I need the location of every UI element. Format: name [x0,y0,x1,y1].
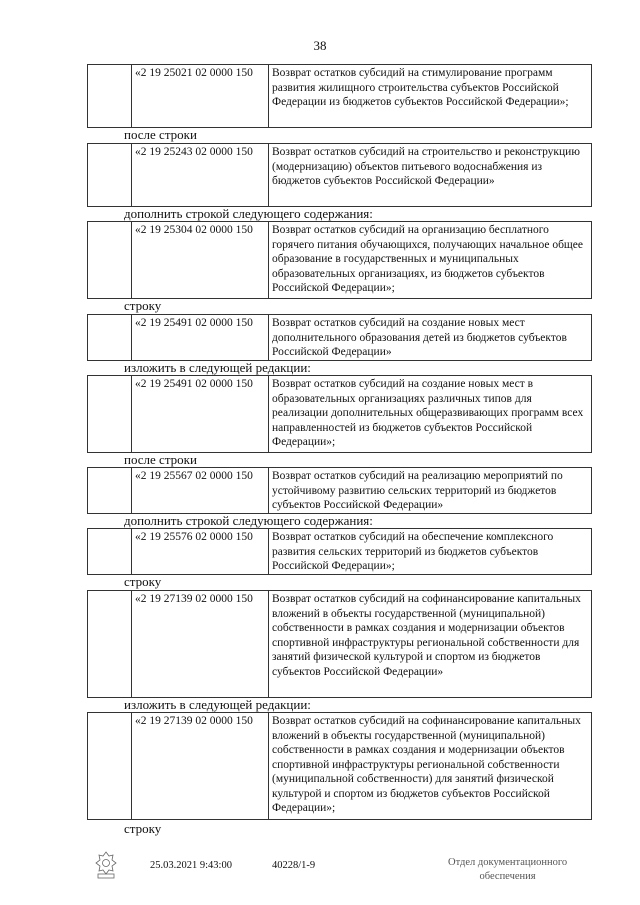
instruction-text: изложить в следующей редакции: [124,697,311,712]
code-cell: «2 19 25021 02 0000 150 [132,65,269,127]
footer-department [448,856,567,884]
instruction-text: дополнить строкой следующего содержания: [124,206,373,221]
footer-doc-number: 40228/1-9 [272,860,316,871]
code-cell: «2 19 25491 02 0000 150 [132,315,269,360]
empty-cell [88,315,132,360]
empty-cell [88,144,132,206]
instruction-text: после строки [124,127,197,142]
empty-cell [88,376,132,452]
description-cell: Возврат остатков субсидий на обеспечение комплексного развития сельских территорий из бюджетов субъектов Российской Федерации»; [272,531,554,572]
empty-cell [88,222,132,298]
code-cell: «2 19 25304 02 0000 150 [132,222,269,298]
empty-cell [88,65,132,127]
table-row [87,143,592,207]
code-cell: «2 19 25491 02 0000 150 [132,376,269,452]
instruction-text: дополнить строкой следующего содержания: [124,513,373,528]
description-cell: Возврат остатков субсидий на софинансирование капитальных вложений в объекты государственной (муниципальной) собственности в рамках создания и модернизации объектов спортивной инфраструктуры региональной собственности для занятий физической культурой и спортом из бюджетов субъектов Российской Федерации» [272,593,581,678]
description-cell: Возврат остатков субсидий на создание новых мест дополнительного образования детей из бюджетов субъектов Российской Федерации» [272,317,567,358]
description-cell: Возврат остатков субсидий на создание новых мест в образовательных организациях различных типов для реализации дополнительных общеразвивающих программ всех направленностей из бюджетов субъектов Российской Федерации»; [272,378,584,448]
description-cell: Возврат остатков субсидий на реализацию мероприятий по устойчивому развитию сельских территорий из бюджетов субъектов Российской Федерации» [272,470,563,511]
instruction-text: строку [124,298,162,313]
footer-date: 25.03.2021 9:43:00 [150,860,232,871]
instruction-text: строку [124,821,162,836]
empty-cell [88,591,132,697]
table-row [87,467,592,514]
empty-cell [88,468,132,513]
code-cell: «2 19 25567 02 0000 150 [132,468,269,513]
department-line-1: Отдел документационного [448,857,568,868]
page-number: 38 [313,38,327,53]
department-line-2: обеспечения [479,871,536,882]
table-row [87,375,592,453]
code-cell: «2 19 25243 02 0000 150 [132,144,269,206]
emblem-stamp-icon [93,850,119,880]
description-cell: Возврат остатков субсидий на строительство и реконструкцию (модернизацию) объектов питьевого водоснабжения из бюджетов субъектов Российской Федерации» [272,146,580,187]
instruction-text: строку [124,574,162,589]
table-row [87,64,592,128]
instruction-text: после строки [124,452,197,467]
instruction-text: изложить в следующей редакции: [124,360,311,375]
table-row [87,221,592,299]
empty-cell [88,529,132,574]
empty-cell [88,713,132,819]
code-cell: «2 19 27139 02 0000 150 [132,591,269,697]
description-cell: Возврат остатков субсидий на софинансирование капитальных вложений в объекты государственной (муниципальной) собственности в рамках создания и модернизации объектов спортивной инфраструктуры региональной собственности (муниципальной собственности) для занятий физической культурой и спортом из бюджетов субъектов Российской Федерации»; [272,715,581,814]
table-row [87,528,592,575]
description-cell: Возврат остатков субсидий на стимулирование программ развития жилищного строительства субъектов Российской Федерации из бюджетов субъектов Российской Федерации»; [272,67,569,108]
code-cell: «2 19 25576 02 0000 150 [132,529,269,574]
table-row [87,712,592,820]
table-row [87,314,592,361]
description-cell: Возврат остатков субсидий на организацию бесплатного горячего питания обучающихся, получающих начальное общее образование в государственных и муниципальных образовательных организациях, из бюджетов субъектов Российской Федерации»; [272,224,583,294]
table-row [87,590,592,698]
code-cell: «2 19 27139 02 0000 150 [132,713,269,819]
